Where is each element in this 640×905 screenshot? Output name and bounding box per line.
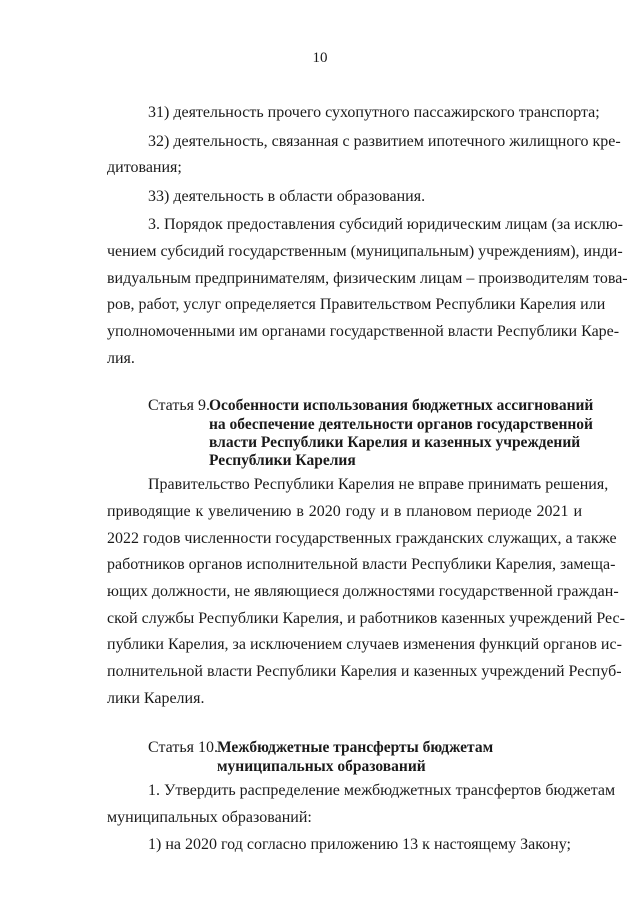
article-9-title-line2: на обеспечение деятельности органов государственной (209, 416, 593, 433)
paragraph-3-line3: видуальным предпринимателям, физическим лицам – производителям това- (107, 270, 628, 287)
article-9-body-line5: ющих должности, не являющиеся должностями государственной граждан- (107, 583, 619, 600)
paragraph-3-line2: чением субсидий государственным (муниципальным) учреждениям), инди- (107, 243, 623, 260)
article-9-body-line2: приводящие к увеличению в 2020 году и в плановом периоде 2021 и (107, 503, 582, 520)
article-9-title-line3: власти Республики Карелия и казенных учреждений (209, 434, 581, 451)
list-item-32-line1: 32) деятельность, связанная с развитием ипотечного жилищного кре- (148, 133, 621, 150)
article-9-body-line8: полнительной власти Республики Карелия и казенных учреждений Респуб- (107, 663, 622, 680)
article-9-body-line4: работников органов исполнительной власти Республики Карелия, замеща- (107, 556, 616, 573)
article-9-prefix: Статья 9. (148, 397, 210, 414)
paragraph-3-line1: 3. Порядок предоставления субсидий юридическим лицам (за исклю- (148, 216, 623, 233)
article-10-prefix: Статья 10. (148, 739, 218, 756)
article-10-paragraph-1-line2: муниципальных образований: (107, 809, 312, 826)
list-item-31: 31) деятельность прочего сухопутного пассажирского транспорта; (148, 104, 600, 121)
article-10-title-line2: муниципальных образований (217, 758, 426, 775)
list-item-32-line2: дитования; (107, 159, 182, 176)
article-10-paragraph-1-line1: 1. Утвердить распределение межбюджетных трансфертов бюджетам (148, 782, 616, 799)
article-9-title-line1: Особенности использования бюджетных ассигнований (209, 397, 594, 414)
article-9-body-line6: ской службы Республики Карелия, и работников казенных учреждений Рес- (107, 610, 625, 627)
list-item-33: 33) деятельность в области образования. (148, 188, 426, 205)
article-10-item-1: 1) на 2020 год согласно приложению 13 к настоящему Закону; (148, 836, 571, 853)
article-9-body-line7: публики Карелия, за исключением случаев изменения функций органов ис- (107, 636, 622, 653)
page-number: 10 (312, 50, 328, 66)
article-9-body-line3: 2022 годов численности государственных гражданских служащих, а также (107, 530, 617, 547)
paragraph-3-line6: лия. (107, 350, 135, 367)
article-9-title-line4: Республики Карелия (209, 452, 356, 469)
article-9-body-line1: Правительство Республики Карелия не вправе принимать решения, (148, 476, 609, 493)
paragraph-3-line4: ров, работ, услуг определяется Правительством Республики Карелия или (107, 296, 606, 313)
paragraph-3-line5: уполномоченными им органами государственной власти Республики Каре- (107, 323, 620, 340)
article-10-title-line1: Межбюджетные трансферты бюджетам (217, 739, 494, 756)
article-9-body-line9: лики Карелия. (107, 690, 205, 707)
